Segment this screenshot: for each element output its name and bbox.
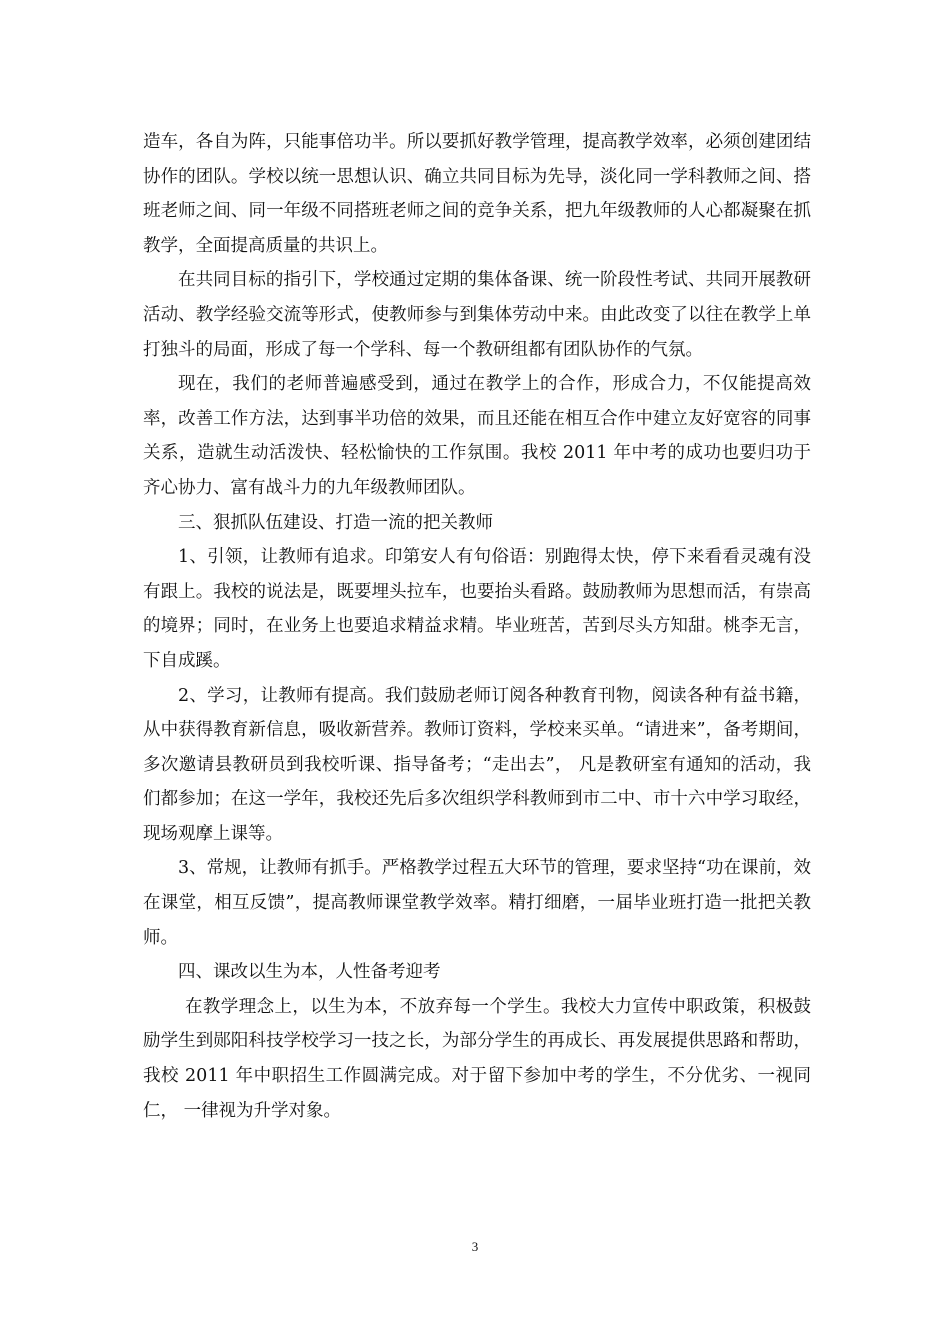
paragraph-item-two: 2、学习，让教师有提高。我们鼓励老师订阅各种教育刊物，阅读各种有益书籍，从中获得教育新信息，吸收新营养。教师订资料，学校来买单。“请进来”，备考期间，多次邀请县教研员到我校听课、指导备考；“走出去”， 凡是教研室有通知的活动，我们都参加；在这一学年，我校还先后多次组织学科教师到市二中、市十六中学习取经， 现场观摩上课等。 (143, 685, 811, 844)
section-heading-three: 三、狠抓队伍建设、打造一流的把关教师 (178, 512, 493, 533)
page-number: 3 (471, 1239, 479, 1254)
paragraph-student-centered: 在教学理念上，以生为本，不放弃每一个学生。我校大力宣传中职政策，积极鼓励学生到郧阳科技学校学习一技之长，为部分学生的再成长、再发展提供思路和帮助，我校 2011 年中职招生工作圆满完成。对于留下参加中考的学生，不分优劣、一视同仁， 一律视为升学对象。 (143, 996, 811, 1121)
paragraph-teacher-cooperation: 现在，我们的老师普遍感受到，通过在教学上的合作，形成合力，不仅能提高效率，改善工作方法，达到事半功倍的效果，而且还能在相互合作中建立友好宽容的同事关系，造就生动活泼快、轻松愉快的工作氛围。我校 2011 年中考的成功也要归功于齐心协力、富有战斗力的九年级教师团队。 (143, 374, 811, 498)
paragraph-continuation: 造车，各自为阵，只能事倍功半。所以要抓好教学管理，提高教学效率，必须创建团结协作的团队。学校以统一思想认识、确立共同目标为先导，淡化同一学科教师之间、搭班老师之间、同一年级不同搭班老师之间的竞争关系，把九年级教师的人心都凝聚在抓教学，全面提高质量的共识上。 (143, 132, 811, 256)
paragraph-item-one: 1、引领，让教师有追求。印第安人有句俗语：别跑得太快，停下来看看灵魂有没有跟上。我校的说法是，既要埋头拉车，也要抬头看路。鼓励教师为思想而活，有崇高的境界；同时，在业务上也要追求精益求精。毕业班苦，苦到尽头方知甜。桃李无言，下自成蹊。 (143, 547, 811, 671)
paragraph-item-three: 3、常规，让教师有抓手。严格教学过程五大环节的管理，要求坚持“功在课前，效在课堂，相互反馈”，提高教师课堂教学效率。精打细磨，一届毕业班打造一批把关教师。 (143, 858, 811, 948)
document-body (143, 125, 811, 1128)
paragraph-common-goal: 在共同目标的指引下，学校通过定期的集体备课、统一阶段性考试、共同开展教研活动、教学经验交流等形式，使教师参与到集体劳动中来。由此改变了以往在教学上单打独斗的局面，形成了每一个学科、每一个教研组都有团队协作的气氛。 (143, 270, 811, 360)
section-heading-four: 四、课改以生为本，人性备考迎考 (178, 962, 441, 983)
